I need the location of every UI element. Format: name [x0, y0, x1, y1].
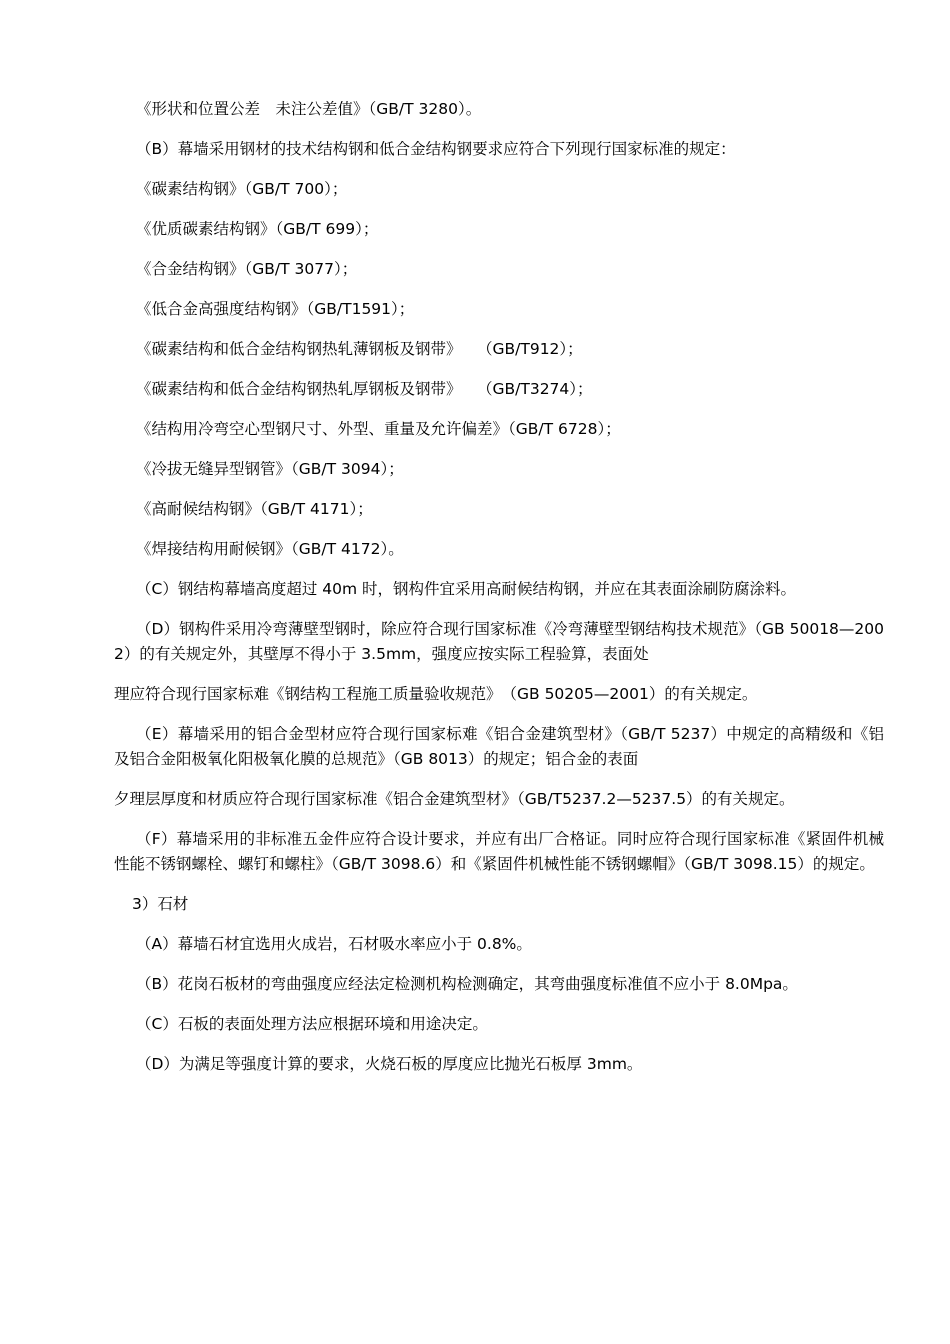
paragraph-d: （D）钢构件采用冷弯薄壁型钢时，除应符合现行国家标准《冷弯薄壁型钢结构技术规范》（GB 50018—2002）的有关规定外，其壁厚不得小于 3.5mm，强度应按实际工程验算，表面处	[114, 620, 884, 663]
stone-item-b: （B）花岗石板材的弯曲强度应经法定检测机构检测确定，其弯曲强度标准值不应小于 8.0Mpa。	[136, 975, 798, 993]
standard-item: 《低合金高强度结构钢》（GB/T1591）；	[136, 300, 415, 318]
standard-item: 《合金结构钢》（GB/T 3077）；	[136, 260, 358, 278]
stone-item-c: （C）石板的表面处理方法应根据环境和用途决定。	[136, 1015, 488, 1033]
standard-item: 《结构用冷弯空心型钢尺寸、外型、重量及允许偏差》（GB/T 6728）；	[136, 420, 621, 438]
standard-item: 《碳素结构和低合金结构钢热轧厚钢板及钢带》 （GB/T3274）；	[136, 380, 593, 398]
stone-item-a: （A）幕墙石材宜选用火成岩，石材吸水率应小于 0.8%。	[136, 935, 532, 953]
standard-item: 《优质碳素结构钢》（GB/T 699）；	[136, 220, 379, 238]
document-body	[114, 97, 884, 1092]
section-heading-stone: 3）石材	[132, 895, 189, 913]
paragraph-f: （F）幕墙采用的非标准五金件应符合设计要求，并应有出厂合格证。同时应符合现行国家标准《紧固件机械性能不锈钢螺栓、螺钉和螺柱》（GB/T 3098.6）和《紧固件机械性能不锈钢螺帽》（GB/T 3098.15）的规定。	[114, 830, 884, 873]
standard-item: 《碳素结构和低合金结构钢热轧薄钢板及钢带》 （GB/T912）；	[136, 340, 583, 358]
standard-item: 《高耐候结构钢》（GB/T 4171）；	[136, 500, 373, 518]
paragraph-c: （C）钢结构幕墙高度超过 40m 时，钢构件宜采用高耐候结构钢，并应在其表面涂刷防腐涂料。	[136, 580, 797, 598]
paragraph-d-continued: 理应符合现行国家标难《钢结构工程施工质量验收规范》 （GB 50205—2001）的有关规定。	[114, 685, 758, 703]
standard-item: 《碳素结构钢》（GB/T 700）；	[136, 180, 348, 198]
standard-item: 《形状和位置公差 未注公差值》（GB/T 3280）。	[136, 100, 482, 118]
paragraph-e: （E）幕墙采用的铝合金型材应符合现行国家标难《铝合金建筑型材》（GB/T 5237）中规定的高精级和《铝及铝合金阳极氧化阳极氧化膜的总规范》（GB 8013）的规定；铝合金的表面	[114, 725, 884, 768]
paragraph-b: （B）幕墙采用钢材的技术结构钢和低合金结构钢要求应符合下列现行国家标准的规定：	[136, 140, 736, 158]
paragraph-e-continued: 夕理层厚度和材质应符合现行国家标准《铝合金建筑型材》（GB/T5237.2—5237.5）的有关规定。	[114, 790, 795, 808]
stone-item-d: （D）为满足等强度计算的要求，火烧石板的厚度应比抛光石板厚 3mm。	[136, 1055, 643, 1073]
standard-item: 《焊接结构用耐候钢》（GB/T 4172）。	[136, 540, 404, 558]
standard-item: 《冷拔无缝异型钢管》（GB/T 3094）；	[136, 460, 404, 478]
